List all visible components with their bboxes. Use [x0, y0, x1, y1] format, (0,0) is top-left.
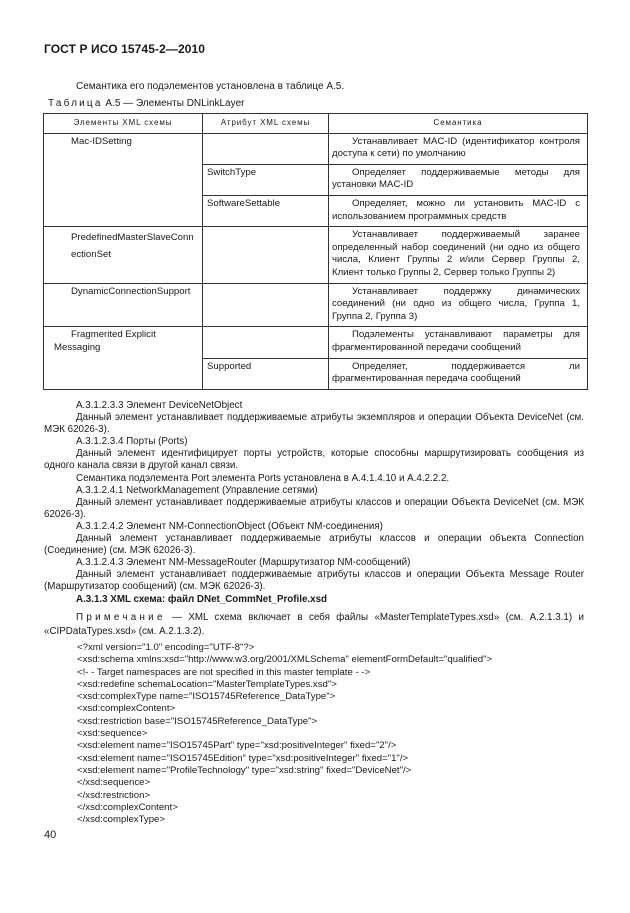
row-attribute [203, 283, 329, 327]
intro-text: Семантика его подэлементов установлена в таблице А.5. [76, 81, 345, 92]
section-heading: А.3.1.2.3.3 Элемент DeviceNetObject [76, 400, 243, 411]
code-line: </xsd:complexContent> [77, 801, 178, 813]
paragraph: Данный элемент устанавливает поддерживаемые атрибуты экземпляров и операции Объекта DeviceNet (см. МЭК 62026-3). [44, 412, 584, 436]
row-semantics: Подэлементы устанавливают параметры для фрагментированной передачи сообщений [329, 327, 588, 358]
row-semantics: Определяет, можно ли установить MAC-ID с использованием программных средств [329, 195, 588, 226]
row-semantics: Устанавливает MAC-ID (идентификатор контроля доступа к сети) по умолчанию [329, 133, 588, 164]
row-semantics: Определяет, поддерживается ли фрагментированная передача сообщений [329, 358, 588, 389]
page-number: 40 [44, 829, 57, 841]
note-text: — XML схема включает в себя файлы «MasterTemplateTypes.xsd» (см. А.2.1.3.1) и «CIPDataTypes.xsd» (см. А.2.1.3.2). [44, 611, 584, 637]
row-element: DynamicConnectionSupport [44, 283, 203, 327]
table-caption-prefix: Таблица [48, 98, 103, 109]
xml-schema-heading: А.3.1.3 XML схема: файл DNet_CommNet_Profile.xsd [76, 593, 328, 605]
table-header-row [44, 114, 588, 134]
table-caption [48, 98, 245, 109]
row-attribute [203, 327, 329, 358]
note [44, 611, 584, 639]
paragraph: Данный элемент устанавливает поддерживаемые атрибуты классов и операции объекта Connection (Соединение) (см. МЭК 62026-3). [44, 533, 584, 557]
code-line: </xsd:restriction> [77, 789, 151, 801]
document-header: ГОСТ Р ИСО 15745-2—2010 [44, 42, 206, 56]
code-line: <xsd:restriction base="ISO15745Reference_DataType"> [77, 715, 318, 727]
code-line: </xsd:sequence> [77, 777, 151, 789]
paragraph: Данный элемент устанавливает поддерживаемые атрибуты классов и операции Объекта DeviceNet (см. МЭК 62026-3). [44, 496, 584, 520]
table-caption-title: А.5 — Элементы DNLinkLayer [102, 98, 245, 109]
code-line: <xsd:complexType name="ISO15745Reference_DataType"> [77, 691, 336, 703]
xml-code-block [77, 642, 492, 826]
table-row [44, 227, 588, 283]
code-line: <!- - Target namespaces are not specified in this master template - -> [77, 666, 371, 678]
row-element: PredefinedMasterSlaveConnectionSet [44, 227, 203, 283]
section-heading: А.3.1.2.4.1 NetworkManagement (Управление сетями) [76, 484, 318, 496]
row-semantics: Устанавливает поддержку динамических соединений (ни одно из общего числа, Группа 1, Группа 2, Группа 3) [329, 283, 588, 327]
row-attribute: Supported [203, 358, 329, 389]
table-row [44, 133, 588, 164]
row-attribute: SoftwareSettable [203, 195, 329, 226]
section-heading: А.3.1.2.4.3 Элемент NM-MessageRouter (Маршрутизатор NM-сообщений) [76, 557, 411, 569]
code-line: <xsd:complexContent> [77, 703, 176, 715]
row-element: Fragmerited Explicit Messaging [44, 327, 203, 389]
code-line: <xsd:schema xmlns:xsd="http://www.w3.org/2001/XMLSchema" elementFormDefault="qualified"> [77, 654, 493, 666]
code-line: <xsd:redefine schemaLocation="MasterTemplateTypes.xsd"> [77, 678, 337, 690]
elements-table [43, 113, 588, 390]
row-attribute [203, 133, 329, 164]
body-text [44, 400, 584, 639]
table-row [44, 283, 588, 327]
code-line: <xsd:element name="ISO15745Edition" type="xsd:positiveInteger" fixed="1"/> [77, 752, 409, 764]
paragraph: Семантика подэлемента Port элемента Ports установлена в А.4.1.4.10 и А.4.2.2.2. [76, 472, 450, 484]
header-semantics: Семантика [329, 114, 588, 134]
code-line: <xsd:sequence> [77, 728, 148, 740]
code-line: <xsd:element name="ISO15745Part" type="xsd:positiveInteger" fixed="2"/> [77, 740, 397, 752]
section-heading: А.3.1.2.4.2 Элемент NM-ConnectionObject (Объект NM-соединения) [76, 520, 383, 532]
table-row [44, 327, 588, 358]
row-semantics: Определяет поддерживаемые методы для установки MAC-ID [329, 164, 588, 195]
code-line: <?xml version="1.0" encoding="UTF-8"?> [77, 642, 255, 653]
code-line: </xsd:complexType> [77, 814, 165, 826]
header-elements: Элементы XML схемы [44, 114, 203, 134]
row-attribute [203, 227, 329, 283]
header-attribute: Атрибут XML схемы [203, 114, 329, 134]
row-attribute: SwitchType [203, 164, 329, 195]
paragraph: Данный элемент идентифицирует порты устройств, которые способны маршрутизировать сообщения из одного канала связи в другой канал связи. [44, 448, 584, 472]
section-heading: А.3.1.2.3.4 Порты (Ports) [76, 436, 188, 448]
row-semantics: Устанавливает поддерживаемый заранее определенный набор соединений (ни одно из общего числа, Клиент Группы 2 и/или Сервер Группы 2, Клиент только Группы 2, Сервер только Группы 2) [329, 227, 588, 283]
note-label: Примечание [76, 611, 166, 623]
row-element: Mac-IDSetting [44, 133, 203, 227]
code-line: <xsd:element name="ProfileTechnology" type="xsd:string" fixed="DeviceNet"/> [77, 764, 412, 776]
paragraph: Данный элемент устанавливает поддерживаемые атрибуты классов и операции Объекта Message Router (Маршрутизатор сообщений) (см. МЭК 62026-3). [44, 569, 584, 593]
